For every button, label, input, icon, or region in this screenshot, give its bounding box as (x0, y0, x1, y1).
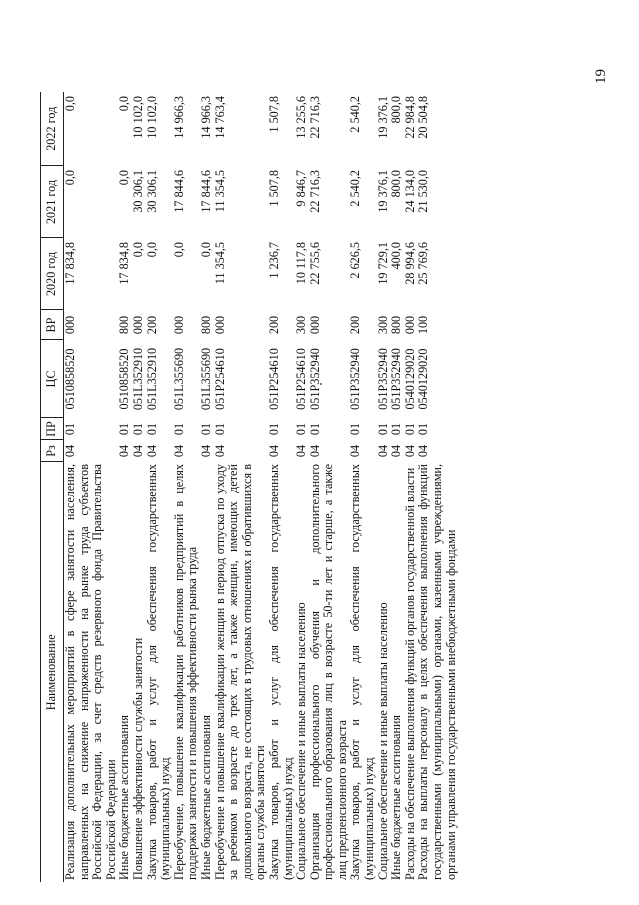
row-2020: 2 626,5 (348, 242, 363, 279)
row-pr: 01 (375, 422, 390, 436)
row-2021: 800,0 (389, 170, 404, 198)
table-row (64, 92, 119, 882)
row-2020: 22 755,6 (307, 242, 322, 285)
row-pr: 01 (266, 422, 281, 436)
row-name: Расходы на обеспечение выполнения функций органов государственной власти (402, 467, 417, 880)
row-vr: 800 (117, 315, 132, 335)
table-header-row (41, 92, 64, 882)
row-2022: 0,0 (117, 96, 132, 112)
header-rz: Рз (41, 440, 64, 462)
row-name: Иные бюджетные ассигнования (117, 714, 132, 880)
row-name: Переобучение и повышение квалификации женщин в период отпуска по уходу за ребенком в возрасте до трех лет, а также женщин, имеющих детей дошкольного возраста, не состоящих в трудовых отношениях и обратившихся в органы службы занятости (212, 464, 268, 880)
row-rz: 04 (307, 444, 322, 458)
table-body (64, 92, 459, 882)
row-vr: 200 (348, 315, 363, 335)
row-pr: 01 (416, 422, 431, 436)
header-vr: ВР (41, 310, 64, 340)
row-pr: 01 (117, 422, 132, 436)
table-row (132, 92, 146, 882)
budget-table (40, 92, 458, 882)
table-row (200, 92, 214, 882)
row-name: Организация профессионального обучения и дополнительного профессионального образования лиц в возрасте 50-ти лет и старше, а также лиц предпенсионного возраста (307, 464, 349, 880)
header-pr: ПР (41, 418, 64, 440)
row-2022: 22 984,8 (402, 96, 417, 139)
rotated-table-container (40, 92, 615, 882)
row-2020: 1 236,7 (266, 242, 281, 279)
row-cs: 051P254610 (212, 348, 227, 410)
row-rz: 04 (130, 444, 145, 458)
row-2021: 30 306,1 (130, 170, 145, 213)
row-2022: 14 966,3 (171, 96, 186, 139)
row-cs: 0510858520 (117, 348, 132, 410)
row-2021: 17 844,6 (198, 170, 213, 213)
row-2021: 11 354,5 (212, 170, 227, 213)
row-2022: 14 763,4 (212, 96, 227, 139)
row-pr: 01 (171, 422, 186, 436)
row-rz: 04 (266, 444, 281, 458)
row-2022: 0,0 (63, 96, 77, 112)
row-2020: 400,0 (389, 242, 404, 270)
row-2020: 17 834,8 (117, 242, 132, 285)
row-2022: 800,0 (389, 96, 404, 124)
row-2021: 30 306,1 (144, 170, 159, 213)
row-cs: 051P352940 (375, 348, 390, 410)
row-vr: 200 (144, 315, 159, 335)
row-cs: 051L352910 (130, 347, 145, 411)
header-cs: ЦС (41, 340, 64, 418)
row-pr: 01 (130, 422, 145, 436)
row-vr: 300 (375, 315, 390, 335)
row-name: Иные бюджетные ассигнования (389, 714, 404, 880)
row-rz: 04 (63, 444, 77, 458)
row-2022: 19 376,1 (375, 96, 390, 139)
row-cs: 051L352910 (144, 347, 159, 411)
row-vr: 300 (294, 315, 309, 335)
row-cs: 0510858520 (63, 348, 77, 410)
table-row (214, 92, 268, 882)
row-cs: 0540129020 (402, 348, 417, 410)
table-row (295, 92, 309, 882)
row-pr: 01 (348, 422, 363, 436)
table-row (349, 92, 376, 882)
row-name: Реализация дополнительных мероприятий в сфере занятости населения, направленных на снижение напряженности на рынке труда субъектов Российской Федерации, за счет средств резервного фонда Правительства Российской Федерации (63, 464, 118, 880)
header-2020: 2020 год (41, 238, 64, 310)
header-name: Наименование (41, 462, 64, 882)
row-rz: 04 (375, 444, 390, 458)
row-2020: 0,0 (198, 242, 213, 258)
row-2021: 21 530,0 (416, 170, 431, 213)
table-row (390, 92, 404, 882)
table-row (309, 92, 350, 882)
row-name: Закупка товаров, работ и услуг для обеспечения государственных (муниципальных) нужд (144, 464, 173, 880)
row-2020: 17 834,8 (63, 242, 77, 285)
row-2022: 14 966,3 (198, 96, 213, 139)
row-pr: 01 (389, 422, 404, 436)
row-cs: 051L355690 (198, 347, 213, 411)
row-2021: 24 134,0 (402, 170, 417, 213)
row-rz: 04 (117, 444, 132, 458)
row-cs: 051P352940 (307, 348, 322, 410)
row-rz: 04 (212, 444, 227, 458)
row-2020: 0,0 (144, 242, 159, 258)
table-row (417, 92, 458, 882)
table-row (404, 92, 418, 882)
row-vr: 000 (402, 315, 417, 335)
row-vr: 000 (212, 315, 227, 335)
table-row (268, 92, 295, 882)
row-2022: 13 255,6 (294, 96, 309, 139)
table-row (146, 92, 173, 882)
row-2020: 19 729,1 (375, 242, 390, 285)
row-2021: 2 540,2 (348, 170, 363, 207)
row-name: Закупка товаров, работ и услуг для обеспечения государственных (муниципальных) нужд (266, 464, 295, 880)
table-row (377, 92, 391, 882)
row-vr: 100 (416, 315, 431, 335)
row-rz: 04 (402, 444, 417, 458)
row-rz: 04 (171, 444, 186, 458)
row-2022: 20 504,8 (416, 96, 431, 139)
row-pr: 01 (212, 422, 227, 436)
row-vr: 800 (389, 315, 404, 335)
row-cs: 051L355690 (171, 347, 186, 411)
page-number: 19 (593, 69, 609, 84)
table-row (173, 92, 200, 882)
row-2021: 1 507,8 (266, 170, 281, 207)
row-rz: 04 (294, 444, 309, 458)
row-2021: 17 844,6 (171, 170, 186, 213)
row-pr: 01 (402, 422, 417, 436)
row-rz: 04 (144, 444, 159, 458)
row-2022: 22 716,3 (307, 96, 322, 139)
row-2021: 0,0 (63, 170, 77, 186)
row-name: Иные бюджетные ассигнования (198, 714, 213, 880)
row-name: Переобучение, повышение квалификации работников предприятий в целях поддержки занятости и повышения эффективности рынка труда (171, 464, 200, 880)
row-2021: 22 716,3 (307, 170, 322, 213)
header-2021: 2021 год (41, 166, 64, 238)
table-row (118, 92, 132, 882)
row-2021: 9 846,7 (294, 170, 309, 207)
row-rz: 04 (198, 444, 213, 458)
row-vr: 800 (198, 315, 213, 335)
row-cs: 0540129020 (416, 348, 431, 410)
row-vr: 000 (307, 315, 322, 335)
row-vr: 000 (63, 315, 77, 335)
row-cs: 051P254610 (266, 348, 281, 410)
row-rz: 04 (416, 444, 431, 458)
row-2021: 19 376,1 (375, 170, 390, 213)
row-name: Социальное обеспечение и иные выплаты населению (294, 602, 309, 880)
row-name: Повышение эффективности службы занятости (130, 637, 145, 880)
row-2020: 10 117,8 (294, 242, 309, 285)
row-2022: 10 102,0 (130, 96, 145, 139)
row-2020: 25 769,6 (416, 242, 431, 285)
row-rz: 04 (389, 444, 404, 458)
row-pr: 01 (307, 422, 322, 436)
row-2020: 0,0 (171, 242, 186, 258)
row-2020: 0,0 (130, 242, 145, 258)
row-vr: 000 (171, 315, 186, 335)
row-pr: 01 (144, 422, 159, 436)
row-pr: 01 (63, 422, 77, 436)
row-pr: 01 (198, 422, 213, 436)
row-cs: 051P254610 (294, 348, 309, 410)
row-2020: 11 354,5 (212, 242, 227, 285)
header-2022: 2022 год (41, 92, 64, 166)
row-cs: 051P352940 (389, 348, 404, 410)
row-name: Закупка товаров, работ и услуг для обеспечения государственных (муниципальных) нужд (348, 464, 377, 880)
row-2022: 2 540,2 (348, 96, 363, 133)
row-2020: 28 994,6 (402, 242, 417, 285)
row-2022: 10 102,0 (144, 96, 159, 139)
row-name: Социальное обеспечение и иные выплаты населению (375, 602, 390, 880)
row-cs: 051P352940 (348, 348, 363, 410)
row-vr: 200 (266, 315, 281, 335)
row-2022: 1 507,8 (266, 96, 281, 133)
row-rz: 04 (348, 444, 363, 458)
row-vr: 000 (130, 315, 145, 335)
row-name: Расходы на выплаты персоналу в целях обеспечения выполнения функций государственными (муниципальными) органами, казенными учреждениями, органами управления государственными внебюджетными фондами (416, 464, 458, 880)
row-2021: 0,0 (117, 170, 132, 186)
row-pr: 01 (294, 422, 309, 436)
